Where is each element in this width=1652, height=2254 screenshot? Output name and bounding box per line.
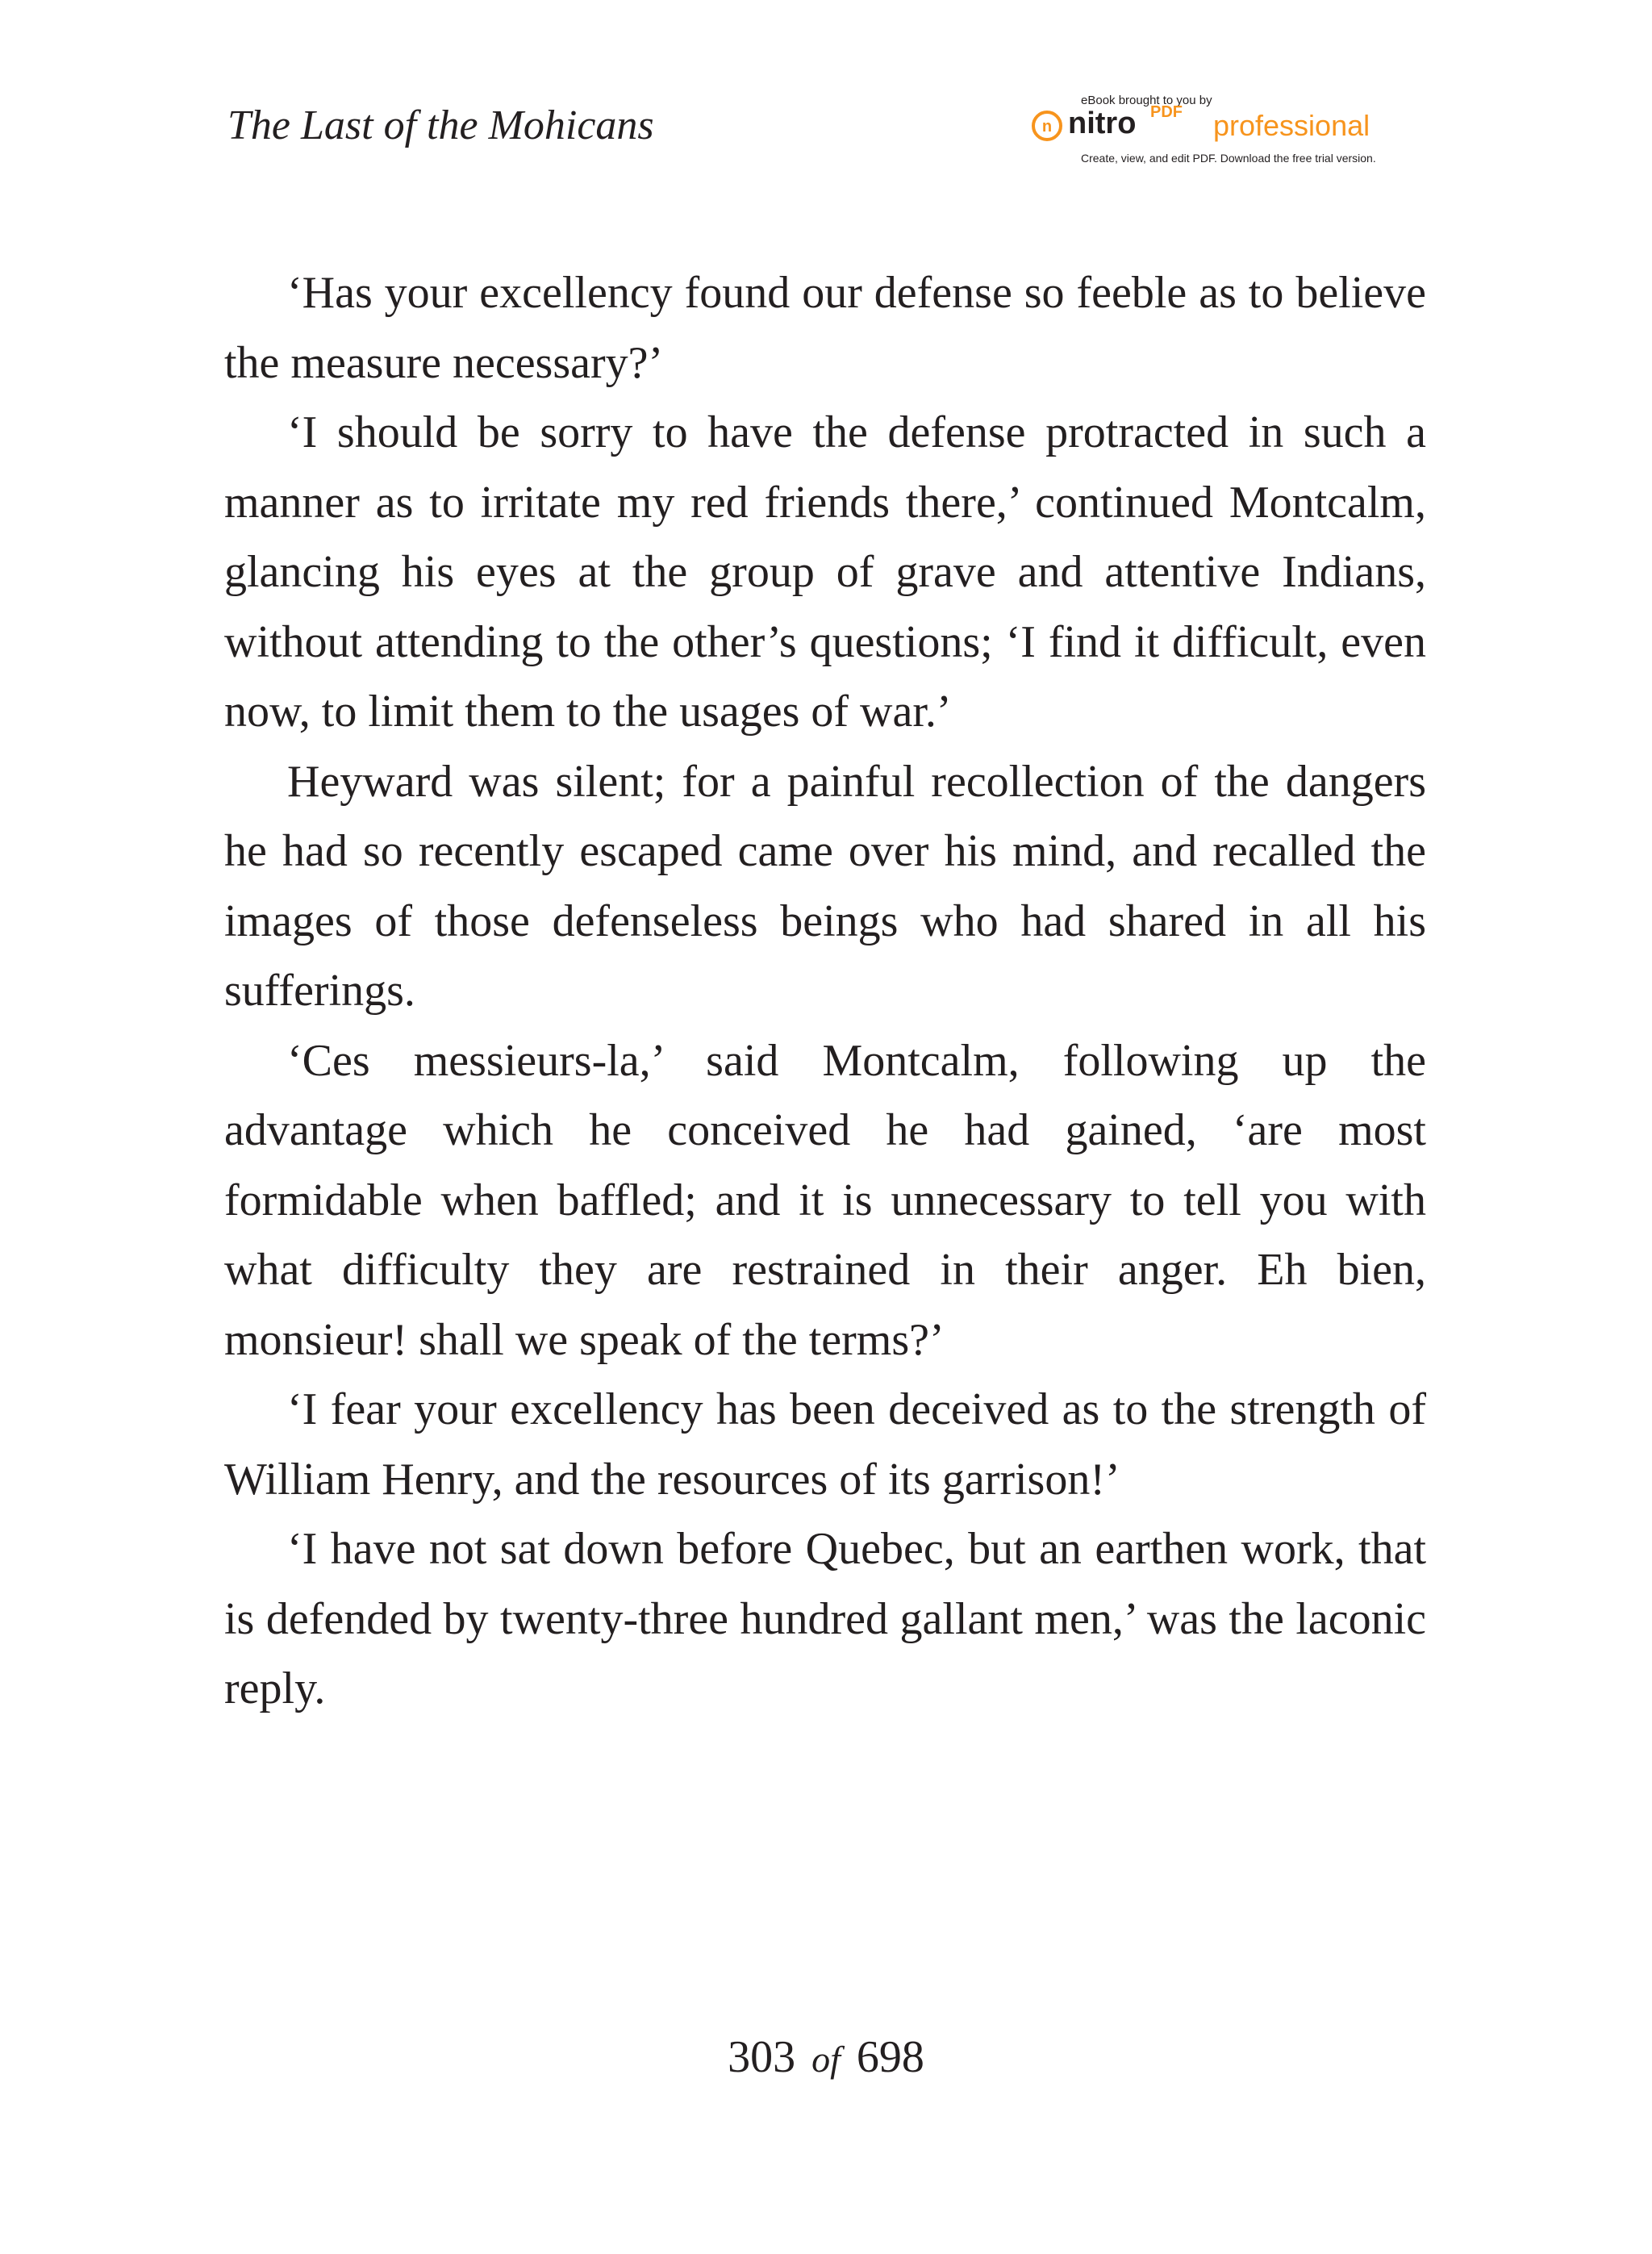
page-body — [224, 258, 1426, 1724]
page-number — [0, 2032, 1652, 2082]
paragraph: ‘I should be sorry to have the defense protracted in such a manner as to irritate my red friends there,’ continued Montcalm, glancing his eyes at the group of grave and attentive Indians, without attending to the other’s questions; ‘I find it difficult, even now, to limit them to the usages of war.’ — [224, 407, 1426, 737]
current-page: 303 — [728, 2032, 796, 2082]
banner-tagline: eBook brought to you by — [1081, 94, 1212, 107]
banner-subline: Create, view, and edit PDF. Download the free trial version. — [1081, 152, 1376, 165]
nitro-logo-icon — [1031, 110, 1063, 142]
paragraph: ‘Has your excellency found our defense so feeble as to believe the measure necessary?’ — [224, 268, 1426, 388]
banner-brand: nitro — [1068, 106, 1137, 140]
paragraph: Heyward was silent; for a painful recollection of the dangers he had so recently escaped came over his mind, and recalled the images of those defenseless beings who had shared in all his sufferings. — [224, 756, 1426, 1016]
banner-brand-sup: PDF — [1150, 103, 1183, 121]
page-separator: of — [811, 2039, 841, 2080]
paragraph: ‘Ces messieurs-la,’ said Montcalm, following up the advantage which he conceived he had gained, ‘are most formidable when baffled; and it is unnecessary to tell you with what difficulty they are restrained in their anger. Eh bien, monsieur! shall we speak of the terms?’ — [224, 1035, 1426, 1365]
paragraph: ‘I have not sat down before Quebec, but an earthen work, that is defended by twenty-three hundred gallant men,’ was the laconic reply. — [224, 1524, 1426, 1713]
banner-edition: professional — [1213, 109, 1370, 142]
logo-letter: n — [1041, 118, 1053, 136]
running-title: The Last of the Mohicans — [227, 102, 654, 148]
total-pages: 698 — [856, 2032, 924, 2082]
paragraph: ‘I fear your excellency has been deceived as to the strength of William Henry, and the resources of its garrison!’ — [224, 1384, 1426, 1505]
nitro-pdf-banner[interactable] — [1031, 90, 1410, 171]
